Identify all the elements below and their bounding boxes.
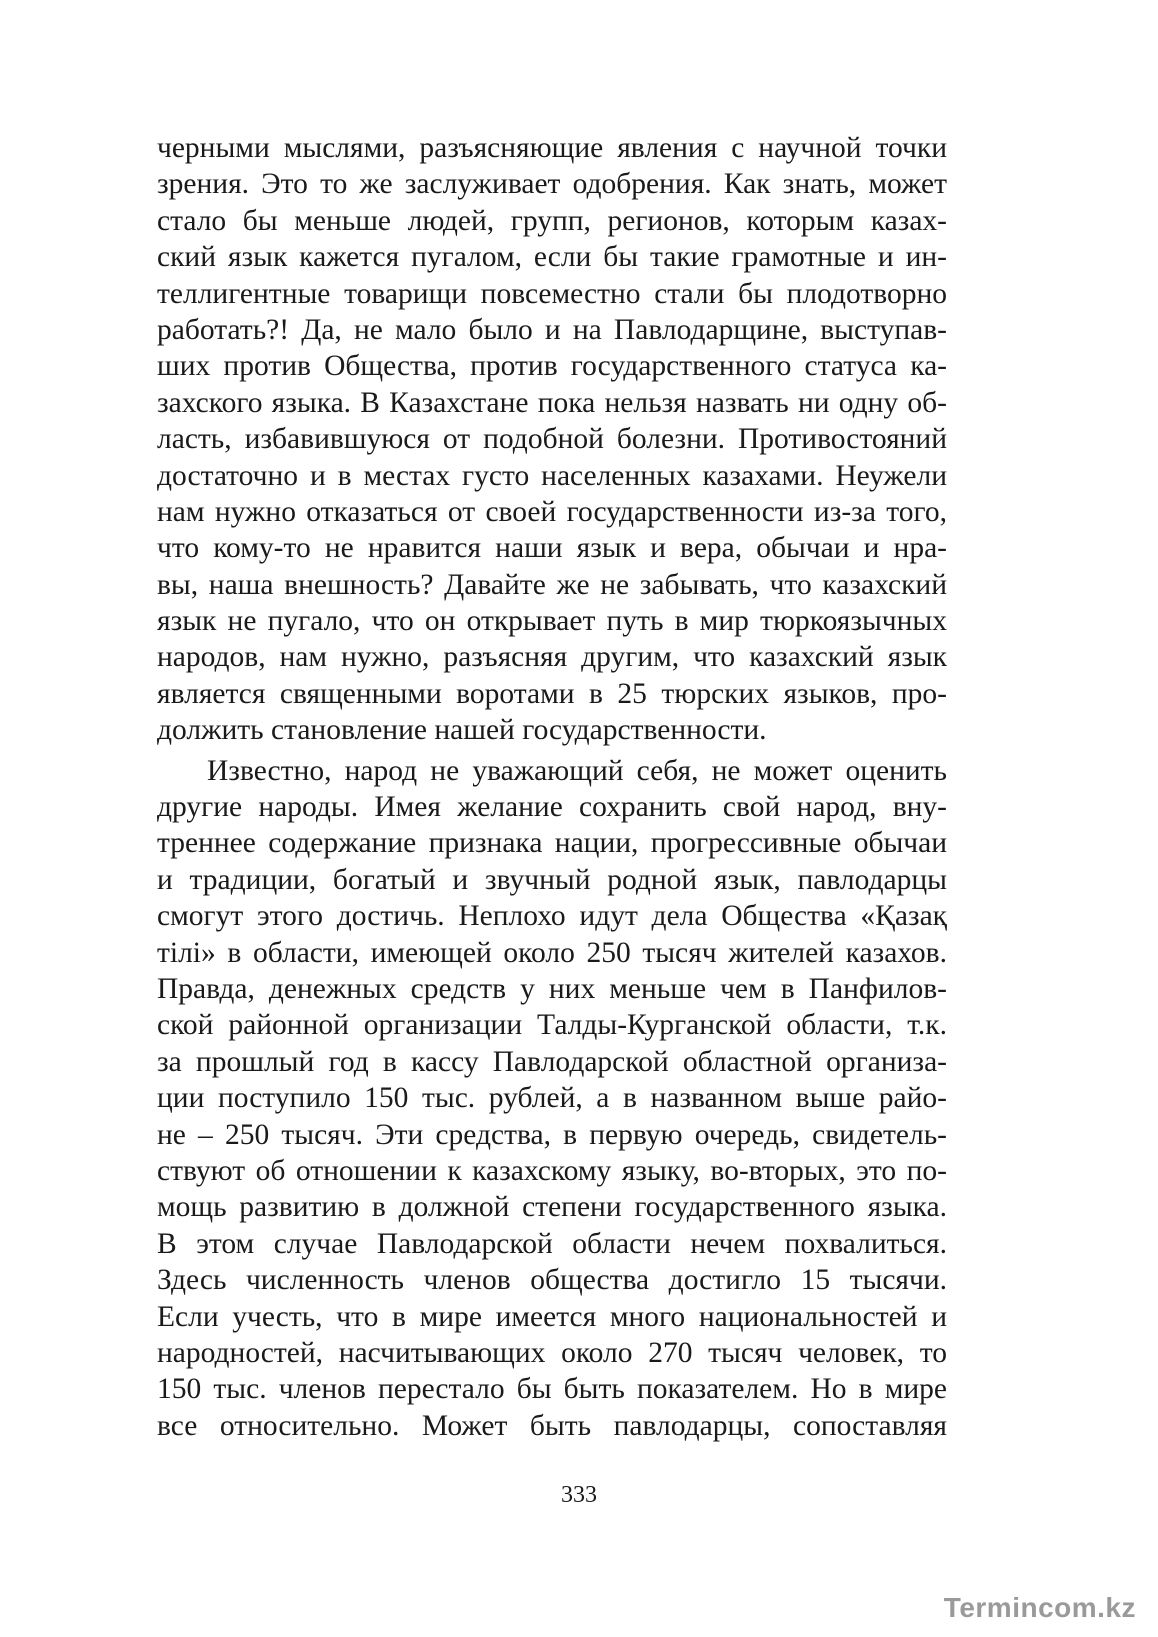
paragraph-2 — [157, 753, 947, 1444]
text-line: ших против Общества, против государственного статуса ка- — [157, 350, 947, 383]
text-line: Правда, денежных средств у них меньше чем в Панфилов- — [157, 972, 947, 1005]
text-line: вы, наша внешность? Давайте же не забывать, что казахский — [157, 568, 947, 601]
text-line: должить становление нашей государственности. — [157, 714, 767, 747]
text-line: народов, нам нужно, разъясняя другим, что казахский язык — [157, 641, 947, 674]
text-line: мощь развитию в должной степени государственного языка. — [157, 1191, 947, 1224]
text-line: все относительно. Может быть павлодарцы, сопоставляя — [157, 1409, 947, 1442]
text-line: зрения. Это то же заслуживает одобрения. Как знать, может — [157, 168, 947, 201]
text-line: за прошлый год в кассу Павлодарской областной организа- — [157, 1045, 947, 1078]
text-line: ский язык кажется пугалом, если бы такие грамотные и ин- — [157, 241, 947, 274]
text-line: язык не пугало, что он открывает путь в мир тюркоязычных — [157, 605, 947, 638]
text-line: нам нужно отказаться от своей государственности из-за того, — [157, 495, 947, 528]
paragraph-1 — [157, 130, 947, 749]
text-line: треннее содержание признака нации, прогрессивные обычаи — [157, 827, 947, 860]
text-line: другие народы. Имея желание сохранить свой народ, вну- — [157, 791, 947, 824]
text-line: стало бы меньше людей, групп, регионов, которым казах- — [157, 204, 947, 237]
page-number: 333 — [561, 1482, 597, 1508]
text-line: черными мыслями, разъясняющие явления с научной точки — [157, 132, 947, 164]
text-line: Здесь численность членов общества достигло 15 тысячи. — [157, 1264, 947, 1297]
text-line: В этом случае Павлодарской области нечем похвалиться. — [157, 1227, 947, 1260]
text-line: ствуют об отношении к казахскому языку, во-вторых, это по- — [157, 1154, 947, 1187]
text-line: 150 тыс. членов перестало бы быть показателем. Но в мире — [157, 1373, 947, 1406]
text-line: является священными воротами в 25 тюрских языков, про- — [157, 677, 947, 710]
text-line: ции поступило 150 тыс. рублей, а в названном выше райо- — [157, 1082, 947, 1115]
text-line: работать?! Да, не мало было и на Павлодарщине, выступав- — [157, 313, 947, 346]
text-line: Известно, народ не уважающий себя, не может оценить — [207, 754, 947, 787]
text-line: что кому-то не нравится наши язык и вера, обычаи и нра- — [157, 532, 947, 565]
text-line: достаточно и в местах густо населенных казахами. Неужели — [157, 459, 947, 492]
text-line: ской районной организации Талды-Курганской области, т.к. — [157, 1009, 947, 1042]
text-line: Если учесть, что в мире имеется много национальностей и — [157, 1300, 947, 1333]
text-line: не – 250 тысяч. Эти средства, в первую очередь, свидетель- — [157, 1118, 947, 1151]
text-line: тілі» в области, имеющей около 250 тысяч жителей казахов. — [157, 936, 947, 969]
page-body — [157, 130, 947, 1444]
text-line: смогут этого достичь. Неплохо идут дела Общества «Қазақ — [157, 900, 947, 933]
watermark-logo: Termincom.kz — [943, 1592, 1136, 1623]
text-line: теллигентные товарищи повсеместно стали бы плодотворно — [157, 277, 947, 310]
text-line: и традиции, богатый и звучный родной язык, павлодарцы — [157, 863, 947, 896]
text-line: народностей, насчитывающих около 270 тысяч человек, то — [157, 1336, 947, 1369]
text-line: ласть, избавившуюся от подобной болезни. Противостояний — [157, 423, 947, 456]
text-line: захского языка. В Казахстане пока нельзя назвать ни одну об- — [157, 386, 947, 419]
